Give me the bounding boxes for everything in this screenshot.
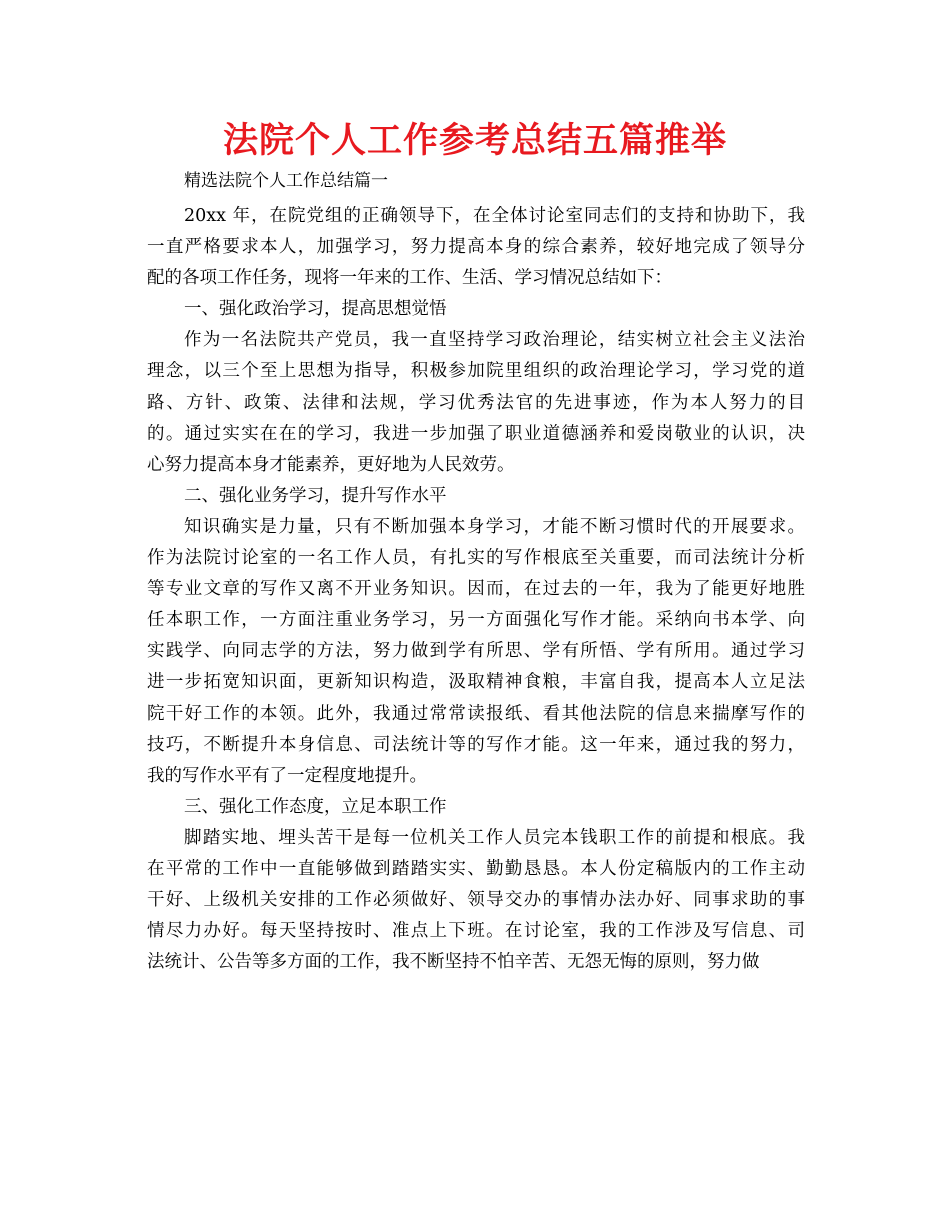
section-heading	[147, 294, 805, 325]
text-line: 理念，以三个至上思想为指导，积极参加院里组织的政治理论学习，学习党的道	[147, 361, 805, 382]
text-line: 院干好工作的本领。此外，我通过常常读报纸、看其他法院的信息来揣摩写作的	[147, 703, 805, 724]
text-line: 心努力提高本身才能素养，更好地为人民效劳。	[147, 454, 515, 475]
text-line: 知识确实是力量，只有不断加强本身学习，才能不断习惯时代的开展要求。	[184, 516, 805, 537]
text-line: 一直严格要求本人，加强学习，努力提高本身的综合素养，较好地完成了领导分	[147, 237, 805, 258]
document-body	[147, 201, 805, 978]
text-line: 的。通过实实在在的学习，我进一步加强了职业道德涵养和爱岗敬业的认识，决	[147, 423, 805, 444]
section-heading	[147, 481, 805, 512]
text-line: 干好、上级机关安排的工作必须做好、领导交办的事情办法办好、同事求助的事	[147, 890, 805, 911]
section-heading	[147, 792, 805, 823]
text-line: 配的各项工作任务，现将一年来的工作、生活、学习情况总结如下：	[147, 268, 672, 289]
text-line: 在平常的工作中一直能够做到踏踏实实、勤勤恳恳。本人份定稿版内的工作主动	[147, 858, 805, 879]
body-paragraph	[147, 201, 805, 294]
text-line: 作为法院讨论室的一名工作人员，有扎实的写作根底至关重要，而司法统计分析	[147, 548, 805, 569]
text-line: 法统计、公告等多方面的工作，我不断坚持不怕辛苦、无怨无悔的原则，努力做	[147, 952, 760, 973]
body-paragraph	[147, 823, 805, 978]
text-line: 作为一名法院共产党员，我一直坚持学习政治理论，结实树立社会主义法治	[184, 330, 805, 351]
text-line: 三、强化工作态度，立足本职工作	[184, 796, 447, 817]
document-subtitle: 精选法院个人工作总结篇一	[184, 171, 388, 191]
text-line: 我的写作水平有了一定程度地提升。	[147, 765, 427, 786]
body-paragraph	[147, 512, 805, 792]
text-line: 实践学、向同志学的方法，努力做到学有所思、学有所悟、学有所用。通过学习	[147, 641, 805, 662]
text-line: 路、方针、政策、法律和法规，学习优秀法官的先进事迹，作为本人努力的目	[147, 392, 805, 413]
text-line: 20xx 年，在院党组的正确领导下，在全体讨论室同志们的支持和协助下，我	[184, 206, 805, 226]
document-title: 法院个人工作参考总结五篇推举	[222, 121, 727, 161]
text-line: 一、强化政治学习，提高思想觉悟	[184, 299, 447, 320]
text-line: 进一步拓宽知识面，更新知识构造，汲取精神食粮，丰富自我，提高本人立足法	[147, 672, 805, 693]
text-line: 二、强化业务学习，提升写作水平	[184, 485, 447, 506]
text-line: 脚踏实地、埋头苦干是每一位机关工作人员完本钱职工作的前提和根底。我	[184, 827, 805, 848]
text-line: 技巧，不断提升本身信息、司法统计等的写作才能。这一年来，通过我的努力，	[147, 734, 805, 755]
body-paragraph	[147, 325, 805, 480]
text-line: 等专业文章的写作又离不开业务知识。因而，在过去的一年，我为了能更好地胜	[147, 579, 805, 600]
text-line: 情尽力办好。每天坚持按时、准点上下班。在讨论室，我的工作涉及写信息、司	[147, 921, 805, 942]
text-line: 任本职工作，一方面注重业务学习，另一方面强化写作才能。采纳向书本学、向	[147, 610, 805, 631]
